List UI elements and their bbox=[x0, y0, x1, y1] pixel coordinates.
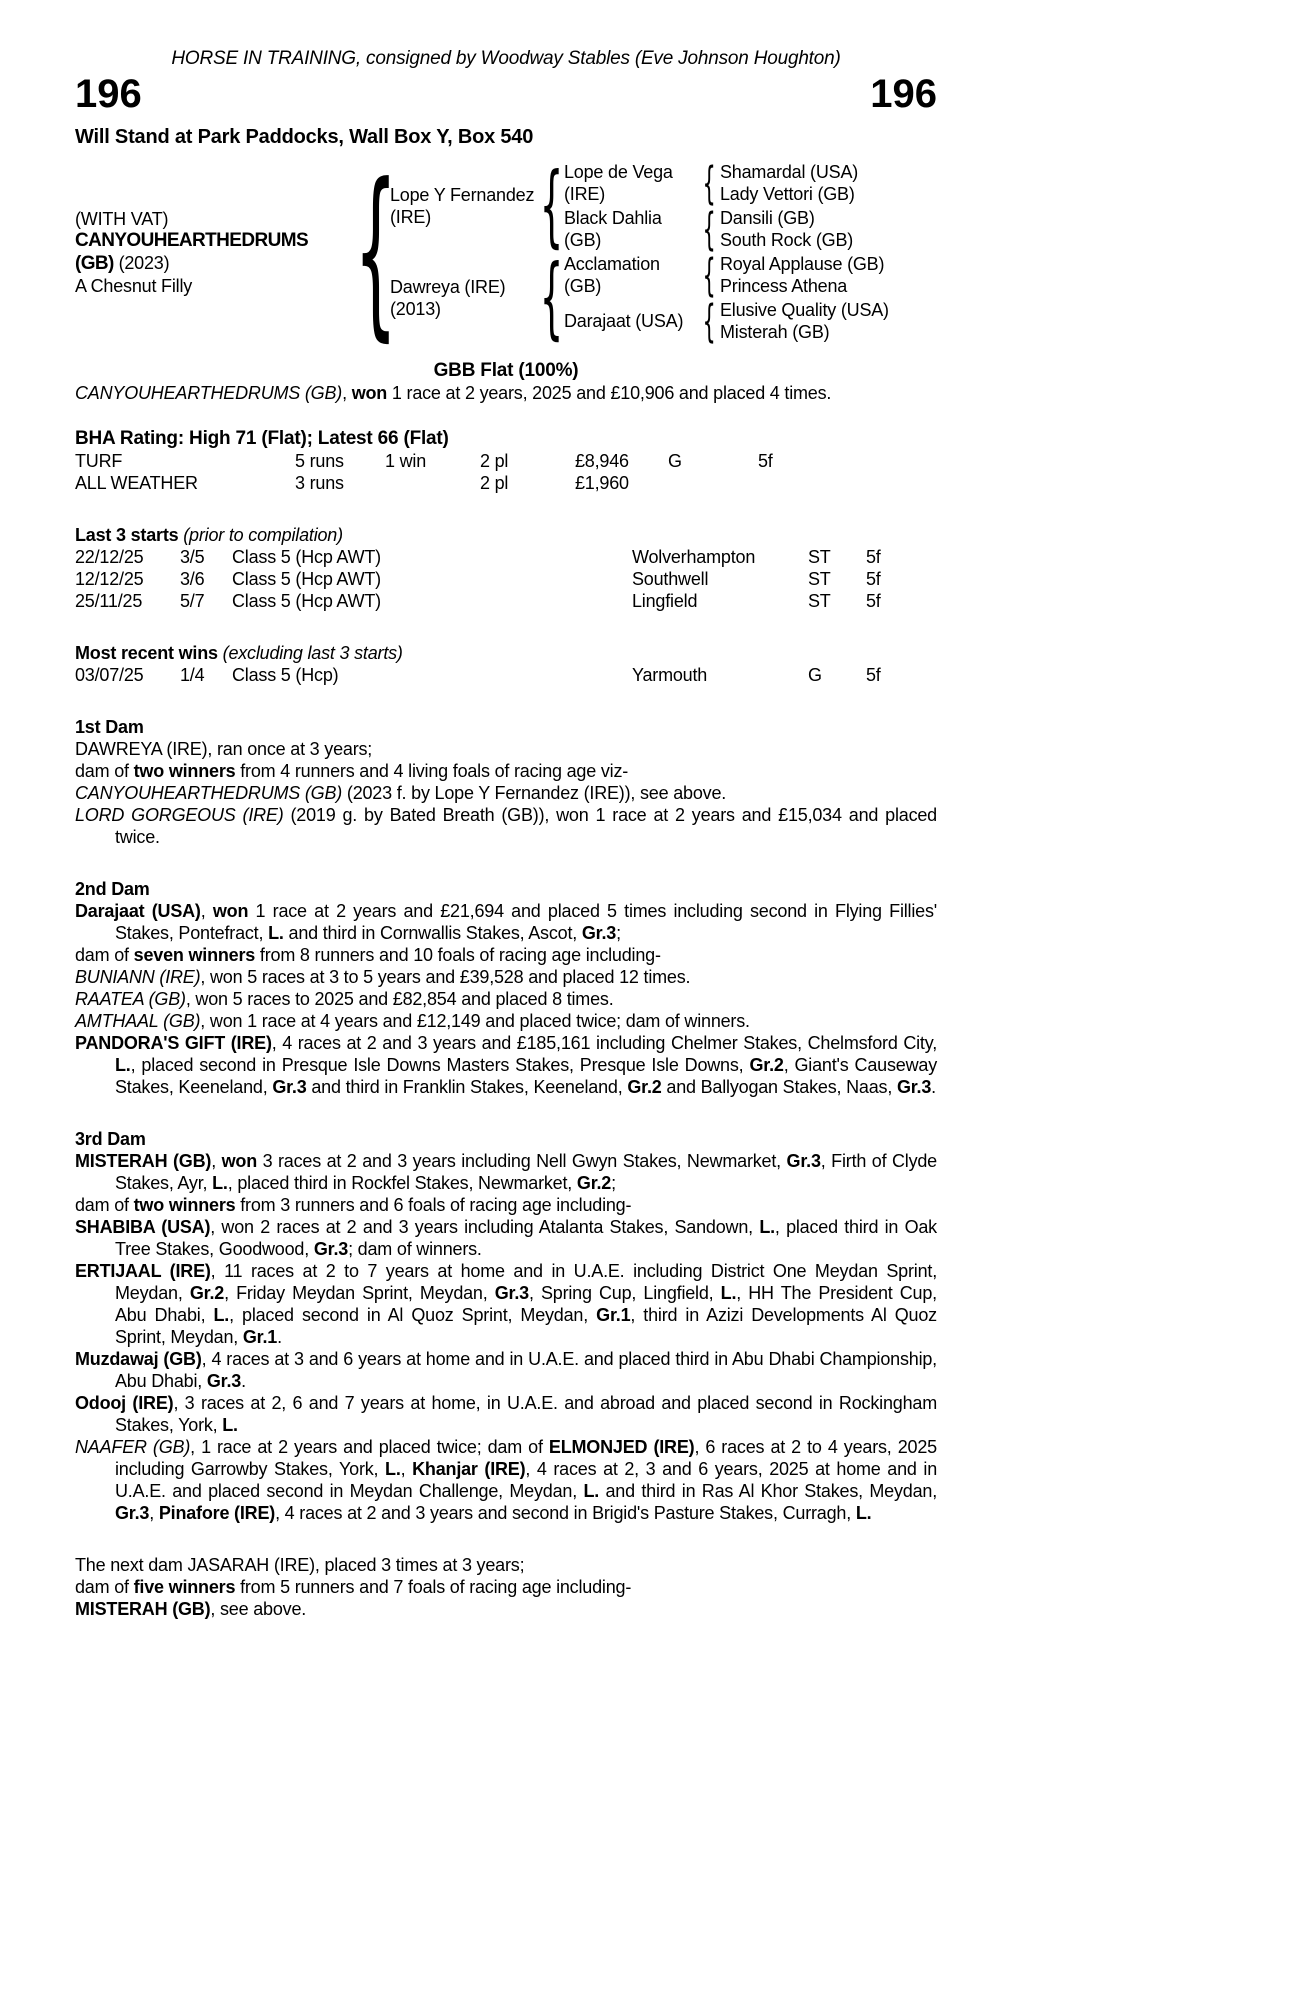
start-going: ST bbox=[808, 591, 831, 611]
progeny-entry: Muzdawaj (GB), 4 races at 3 and 6 years at home and in U.A.E. and placed third in Abu Dhabi Championship, Abu Dhabi, Gr.3. bbox=[75, 1349, 937, 1391]
great-grandparents bbox=[720, 299, 920, 343]
start-position: 5/7 bbox=[180, 591, 205, 611]
consignor-line: HORSE IN TRAINING, consigned by Woodway Stables (Eve Johnson Houghton) bbox=[171, 48, 841, 69]
progeny-entry: NAAFER (GB), 1 race at 2 years and placed twice; dam of ELMONJED (IRE), 6 races at 2 to 4 years, 2025 including Garrowby Stakes, York, L., Khanjar (IRE), 4 races at 2, 3 and 6 years, 2025 at home and in U.A.E. and placed second in Meydan Challenge, Meydan, L. and third in Ras Al Khor Stakes, Meydan, Gr.3, Pinafore (IRE), 4 races at 2 and 3 years and second in Brigid's Pasture Stakes, Curragh, L. bbox=[75, 1437, 938, 1523]
progeny-entry: RAATEA (GB), won 5 races to 2025 and £82,854 and placed 8 times. bbox=[75, 989, 614, 1009]
dam-name: Dawreya (IRE) (2013) bbox=[390, 277, 506, 319]
start-class: Class 5 (Hcp) bbox=[232, 665, 339, 685]
dam-parents bbox=[564, 249, 920, 347]
ancestor-name: Shamardal (USA) bbox=[720, 162, 859, 182]
start-course: Southwell bbox=[632, 569, 709, 589]
start-course: Lingfield bbox=[632, 591, 698, 611]
start-position: 3/5 bbox=[180, 547, 205, 567]
dam-entry: dam of two winners from 4 runners and 4 living foals of racing age viz- bbox=[75, 761, 629, 781]
lot-number-left: 196 bbox=[75, 72, 142, 116]
places-count: 2 pl bbox=[480, 451, 509, 471]
ancestor-name: South Rock (GB) bbox=[720, 230, 854, 250]
wins-count bbox=[385, 472, 480, 494]
going bbox=[668, 472, 758, 494]
start-going: ST bbox=[808, 547, 831, 567]
pedigree-brace-pair: { bbox=[702, 157, 716, 209]
gbb-eligibility-line: GBB Flat (100%) bbox=[433, 360, 579, 381]
bha-rating-heading: BHA Rating: High 71 (Flat); Latest 66 (Flat) bbox=[75, 428, 449, 449]
start-going: G bbox=[808, 665, 822, 685]
pedigree-row bbox=[564, 203, 920, 255]
going: G bbox=[668, 451, 682, 471]
start-distance: 5f bbox=[866, 547, 881, 567]
start-class: Class 5 (Hcp AWT) bbox=[232, 591, 381, 611]
earnings: £1,960 bbox=[575, 473, 629, 493]
pedigree-brace-sire: { bbox=[540, 154, 564, 258]
start-class: Class 5 (Hcp AWT) bbox=[232, 569, 381, 589]
pedigree-brace-dam: { bbox=[540, 246, 564, 350]
earnings: £8,946 bbox=[575, 451, 629, 471]
progeny-entry: BUNIANN (IRE), won 5 races at 3 to 5 years and £39,528 and placed 12 times. bbox=[75, 967, 691, 987]
start-date: 25/11/25 bbox=[75, 591, 143, 611]
ancestor-name: Misterah (GB) bbox=[720, 322, 830, 342]
grandsire-name: Acclamation (GB) bbox=[564, 254, 660, 296]
start-date: 22/12/25 bbox=[75, 547, 144, 567]
dam-branch bbox=[390, 246, 920, 350]
section-heading-1st-dam: 1st Dam bbox=[75, 717, 144, 737]
runs-count: 3 runs bbox=[295, 473, 344, 493]
start-row bbox=[75, 546, 937, 568]
win-row bbox=[75, 664, 937, 686]
surface-label: TURF bbox=[75, 451, 123, 471]
next-dam-entry: The next dam JASARAH (IRE), placed 3 times at 3 years; bbox=[75, 1555, 525, 1575]
great-grandparents bbox=[720, 161, 920, 205]
progeny-entry: PANDORA'S GIFT (IRE), 4 races at 2 and 3 years and £185,161 including Chelmer Stakes, Chelmsford City, L., placed second in Presque Isle Downs Masters Stakes, Presque Isle Downs, Gr.2, Giant's Causeway Stakes, Keeneland, Gr.3 and third in Franklin Stakes, Keeneland, Gr.2 and Ballyogan Stakes, Naas, Gr.3. bbox=[75, 1033, 937, 1097]
wins-count: 1 win bbox=[385, 451, 427, 471]
great-grandparents bbox=[720, 207, 920, 251]
horse-identity bbox=[75, 208, 362, 297]
horse-description: A Chesnut Filly bbox=[75, 275, 193, 296]
dam-entry: dam of seven winners from 8 runners and 10 foals of racing age including- bbox=[75, 945, 661, 965]
start-date: 03/07/25 bbox=[75, 665, 144, 685]
great-grandparents bbox=[720, 253, 920, 297]
horse-country-year bbox=[75, 252, 362, 275]
granddam-name: Darajaat (USA) bbox=[564, 311, 684, 331]
ancestor-name: Royal Applause (GB) bbox=[720, 254, 885, 274]
ancestor-name: Elusive Quality (USA) bbox=[720, 300, 889, 320]
pedigree-brace-pair: { bbox=[702, 295, 716, 347]
lot-number-row bbox=[75, 72, 937, 116]
start-class: Class 5 (Hcp AWT) bbox=[232, 547, 381, 567]
ancestor-name: Lady Vettori (GB) bbox=[720, 184, 855, 204]
horse-year: (2023) bbox=[118, 252, 170, 273]
horse-country: (GB) bbox=[75, 252, 114, 274]
pedigree-row bbox=[564, 249, 920, 301]
closing-block bbox=[75, 1554, 937, 1620]
section-heading-2nd-dam: 2nd Dam bbox=[75, 879, 150, 899]
sire-parents bbox=[564, 157, 920, 255]
start-going: ST bbox=[808, 569, 831, 589]
start-course: Wolverhampton bbox=[632, 547, 756, 567]
places-count: 2 pl bbox=[480, 473, 509, 493]
start-date: 12/12/25 bbox=[75, 569, 144, 589]
distance bbox=[758, 472, 937, 494]
pedigree-brace-main: { bbox=[354, 145, 398, 359]
grandsire-name: Lope de Vega (IRE) bbox=[564, 162, 673, 204]
ancestor-name: Dansili (GB) bbox=[720, 208, 815, 228]
recent-wins-heading: Most recent wins (excluding last 3 starts) bbox=[75, 643, 403, 663]
pedigree-generations bbox=[390, 154, 920, 350]
start-distance: 5f bbox=[866, 569, 881, 589]
sire-branch bbox=[390, 154, 920, 258]
pedigree-brace-pair: { bbox=[702, 249, 716, 301]
progeny-entry: MISTERAH (GB), see above. bbox=[75, 1599, 307, 1619]
start-distance: 5f bbox=[866, 665, 881, 685]
progeny-entry: AMTHAAL (GB), won 1 race at 4 years and £12,149 and placed twice; dam of winners. bbox=[75, 1011, 750, 1031]
progeny-entry: SHABIBA (USA), won 2 races at 2 and 3 years including Atalanta Stakes, Sandown, L., placed third in Oak Tree Stakes, Goodwood, Gr.3; dam of winners. bbox=[75, 1217, 937, 1259]
pedigree-table bbox=[75, 145, 937, 359]
race-record-summary: CANYOUHEARTHEDRUMS (GB), won 1 race at 2 years, 2025 and £10,906 and placed 4 times. bbox=[75, 383, 832, 403]
section-heading-3rd-dam: 3rd Dam bbox=[75, 1129, 146, 1149]
pedigree-row bbox=[564, 295, 920, 347]
start-row bbox=[75, 590, 937, 612]
runs-count: 5 runs bbox=[295, 451, 344, 471]
dam-entry: dam of two winners from 3 runners and 6 foals of racing age including- bbox=[75, 1195, 632, 1215]
distance: 5f bbox=[758, 451, 773, 471]
ancestor-name: Princess Athena bbox=[720, 276, 848, 296]
dam-entry: Darajaat (USA), won 1 race at 2 years and £21,694 and placed 5 times including second in Flying Fillies' Stakes, Pontefract, L. and third in Cornwallis Stakes, Ascot, Gr.3; bbox=[75, 901, 937, 943]
sire-name: Lope Y Fernandez (IRE) bbox=[390, 185, 535, 227]
horse-name: CANYOUHEARTHEDRUMS bbox=[75, 229, 309, 251]
pedigree-brace-pair: { bbox=[702, 203, 716, 255]
next-dam-entry: dam of five winners from 5 runners and 7 foals of racing age including- bbox=[75, 1577, 632, 1597]
progeny-entry: LORD GORGEOUS (IRE) (2019 g. by Bated Breath (GB)), won 1 race at 2 years and £15,034 and placed twice. bbox=[75, 805, 937, 847]
vat-note: (WITH VAT) bbox=[75, 208, 169, 229]
granddam-name: Black Dahlia (GB) bbox=[564, 208, 662, 250]
progeny-entry: Odooj (IRE), 3 races at 2, 6 and 7 years at home, in U.A.E. and abroad and placed second in Rockingham Stakes, York, L. bbox=[75, 1393, 937, 1435]
stand-location-line: Will Stand at Park Paddocks, Wall Box Y, Box 540 bbox=[75, 126, 534, 148]
start-position: 3/6 bbox=[180, 569, 205, 589]
last-starts-heading: Last 3 starts (prior to compilation) bbox=[75, 525, 343, 545]
start-row bbox=[75, 568, 937, 590]
start-distance: 5f bbox=[866, 591, 881, 611]
dam-entry: MISTERAH (GB), won 3 races at 2 and 3 years including Nell Gwyn Stakes, Newmarket, Gr.3, Firth of Clyde Stakes, Ayr, L., placed third in Rockfel Stakes, Newmarket, Gr.2; bbox=[75, 1151, 937, 1193]
progeny-entry: CANYOUHEARTHEDRUMS (GB) (2023 f. by Lope Y Fernandez (IRE)), see above. bbox=[75, 783, 727, 803]
surface-record-row bbox=[75, 472, 937, 494]
progeny-entry: ERTIJAAL (IRE), 11 races at 2 to 7 years at home and in U.A.E. including District One Meydan Sprint, Meydan, Gr.2, Friday Meydan Sprint, Meydan, Gr.3, Spring Cup, Lingfield, L., HH The President Cup, Abu Dhabi, L., placed second in Al Quoz Sprint, Meydan, Gr.1, third in Azizi Developments Al Quoz Sprint, Meydan, Gr.1. bbox=[75, 1261, 937, 1347]
start-position: 1/4 bbox=[180, 665, 205, 685]
surface-label: ALL WEATHER bbox=[75, 473, 198, 493]
lot-number-right: 196 bbox=[870, 72, 937, 116]
dam-entry: DAWREYA (IRE), ran once at 3 years; bbox=[75, 739, 373, 759]
start-course: Yarmouth bbox=[632, 665, 708, 685]
pedigree-row bbox=[564, 157, 920, 209]
surface-record-row bbox=[75, 450, 937, 472]
